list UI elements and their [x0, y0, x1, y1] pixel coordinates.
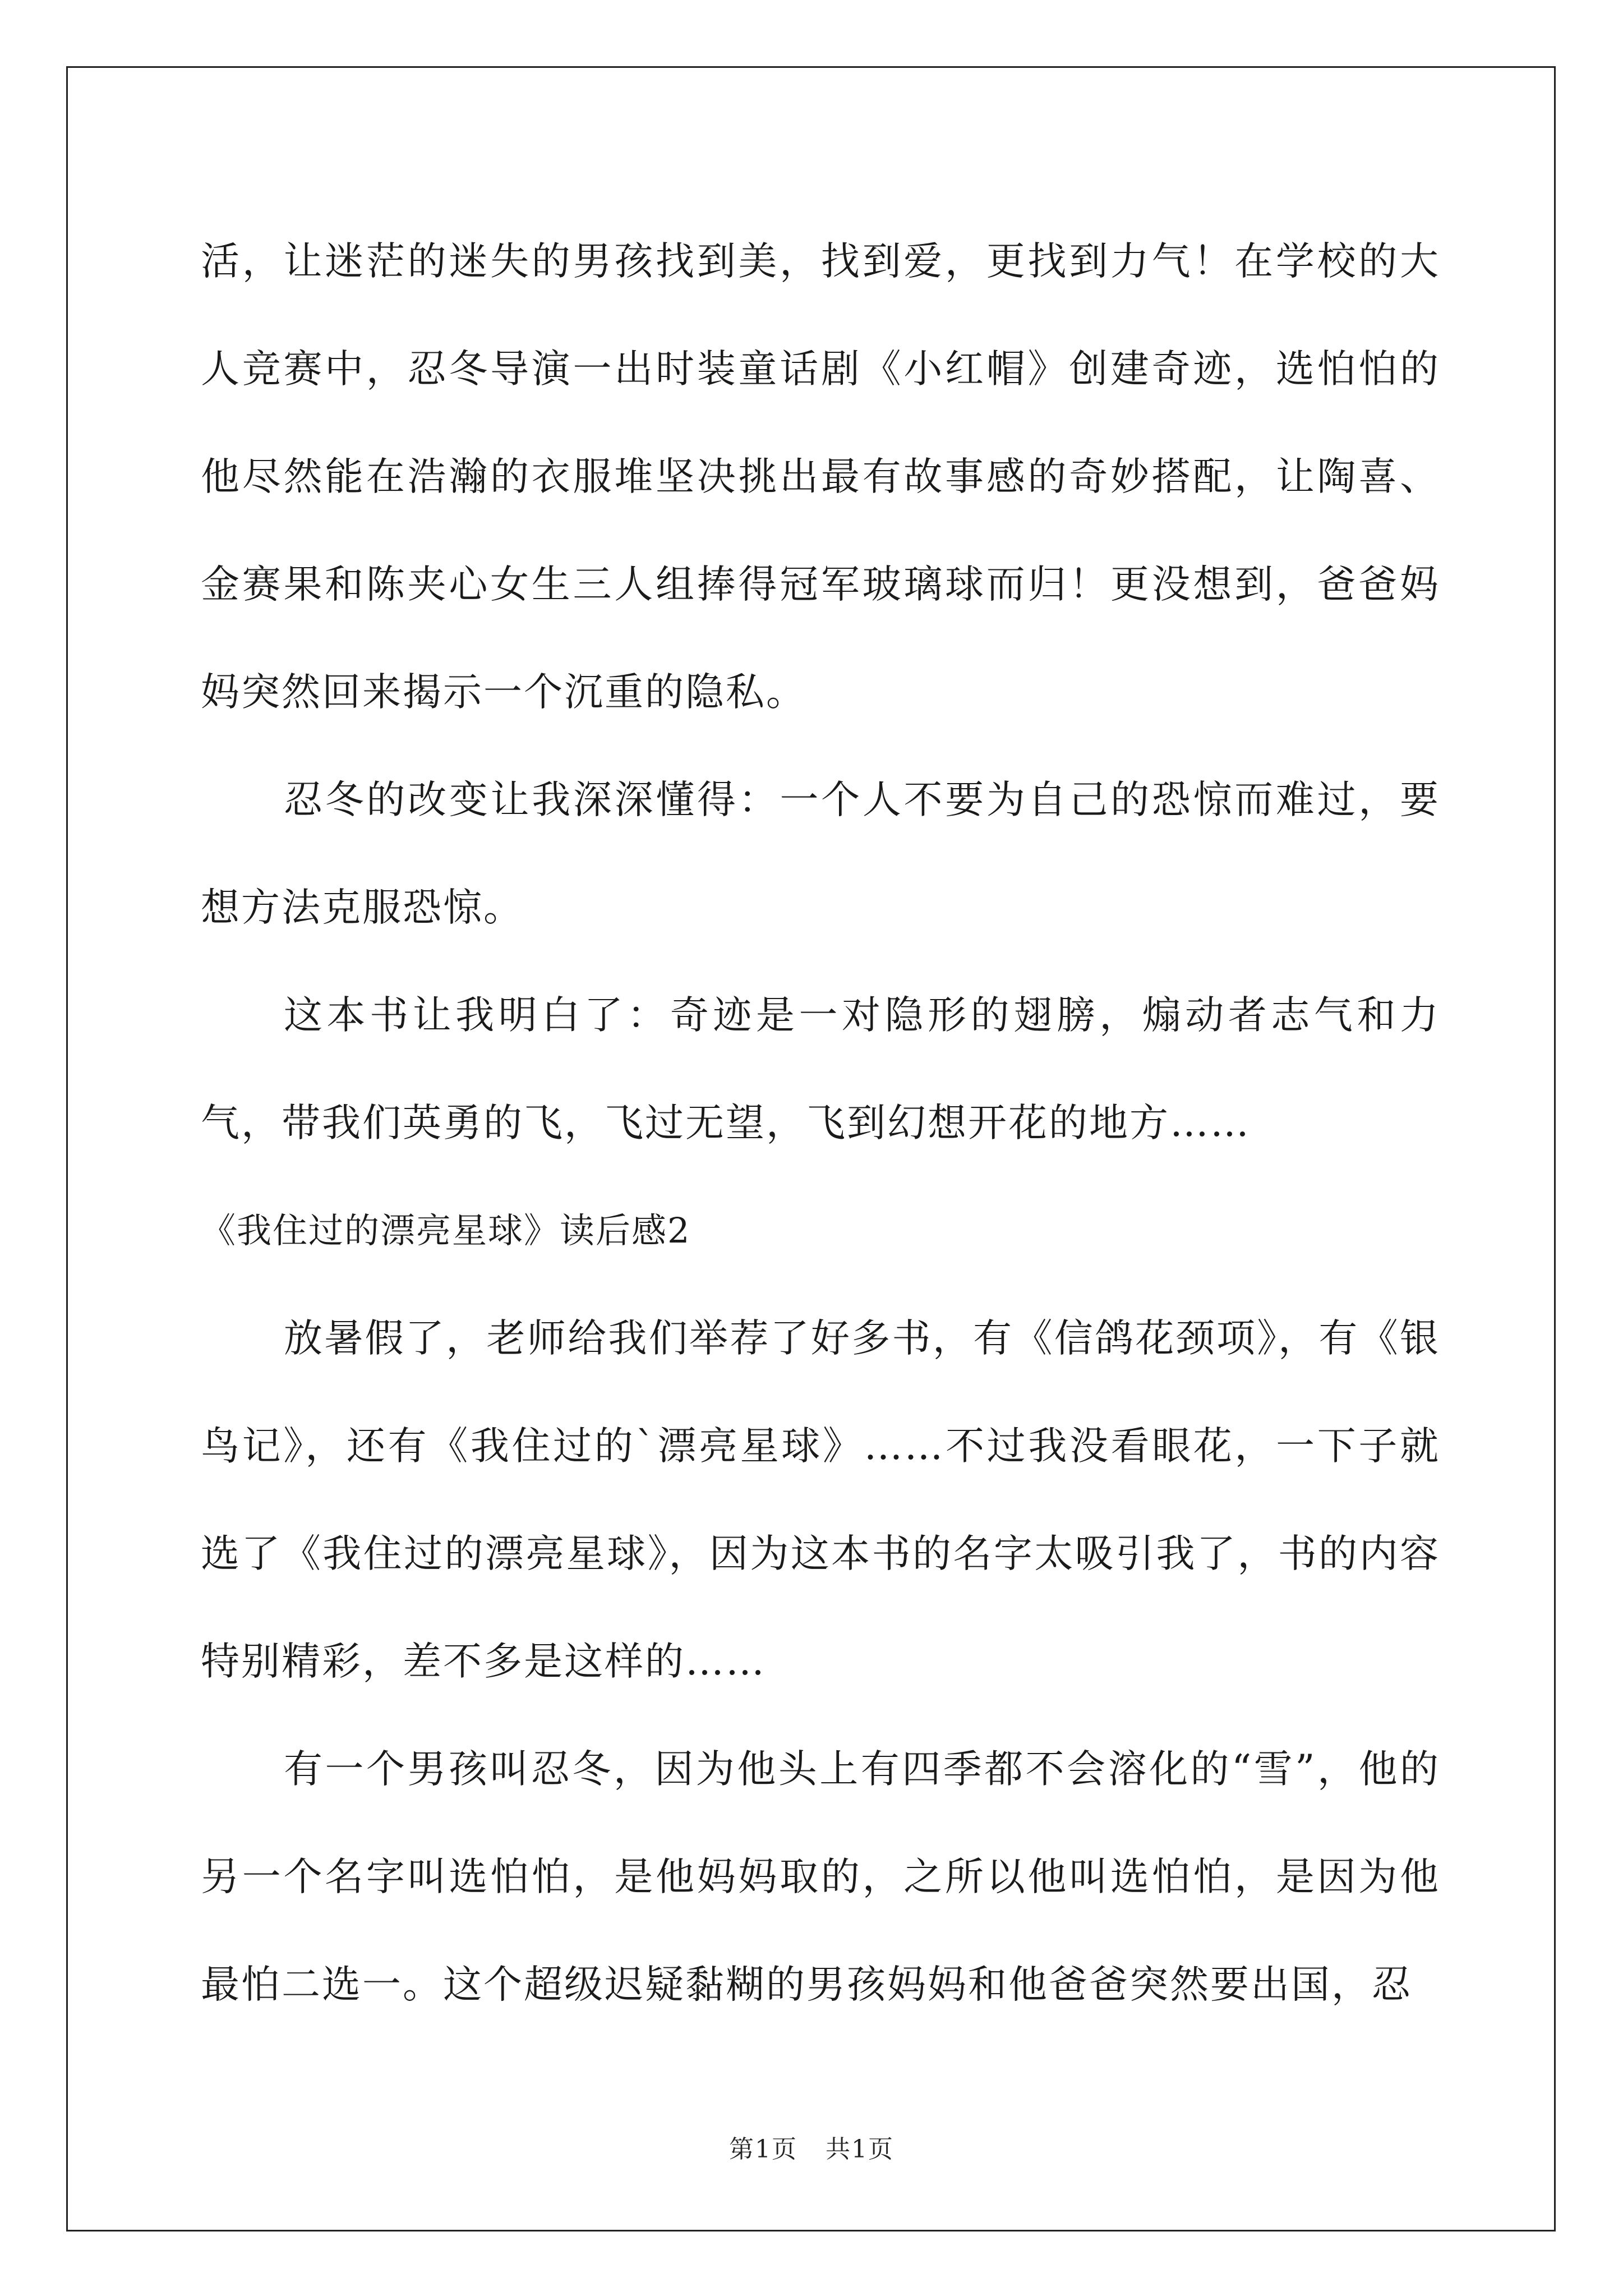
section-heading: 《我住过的漂亮星球》读后感2 [201, 1210, 691, 1251]
paragraph-3: 这本书让我明白了：奇迹是一对隐形的翅膀，煽动者志气和力气，带我们英勇的飞，飞过无望，飞到幻想开花的地方…… [201, 993, 1440, 1145]
paragraph-1: 活，让迷茫的迷失的男孩找到美，找到爱，更找到力气！在学校的大人竞赛中，忍冬导演一出时装童话剧《小红帽》创建奇迹，选怕怕的他尽然能在浩瀚的衣服堆坚决挑出最有故事感的奇妙搭配，让陶喜、金赛果和陈夹心女生三人组捧得冠军玻璃球而归！更没想到，爸爸妈妈突然回来揭示一个沉重的隐私。 [201, 239, 1440, 715]
paragraph-5: 有一个男孩叫忍冬，因为他头上有四季都不会溶化的“雪”，他的另一个名字叫选怕怕，是他妈妈取的，之所以他叫选怕怕，是因为他最怕二选一。这个超级迟疑黏糊的男孩妈妈和他爸爸突然要出国，忍 [201, 1747, 1440, 2007]
page-number: 第1页 [729, 2135, 797, 2164]
paragraph-2: 忍冬的改变让我深深懂得：一个人不要为自己的恐惊而难过，要想方法克服恐惊。 [201, 777, 1440, 930]
page-total: 共1页 [826, 2135, 894, 2164]
page-footer [0, 2129, 1623, 2165]
document-body [201, 208, 1440, 2039]
paragraph-4: 放暑假了，老师给我们举荐了好多书，有《信鸽花颈项》，有《银鸟记》，还有《我住过的`漂亮星球》……不过我没看眼花，一下子就选了《我住过的漂亮星球》，因为这本书的名字太吸引我了，书的内容特别精彩，差不多是这样的…… [201, 1316, 1440, 1684]
